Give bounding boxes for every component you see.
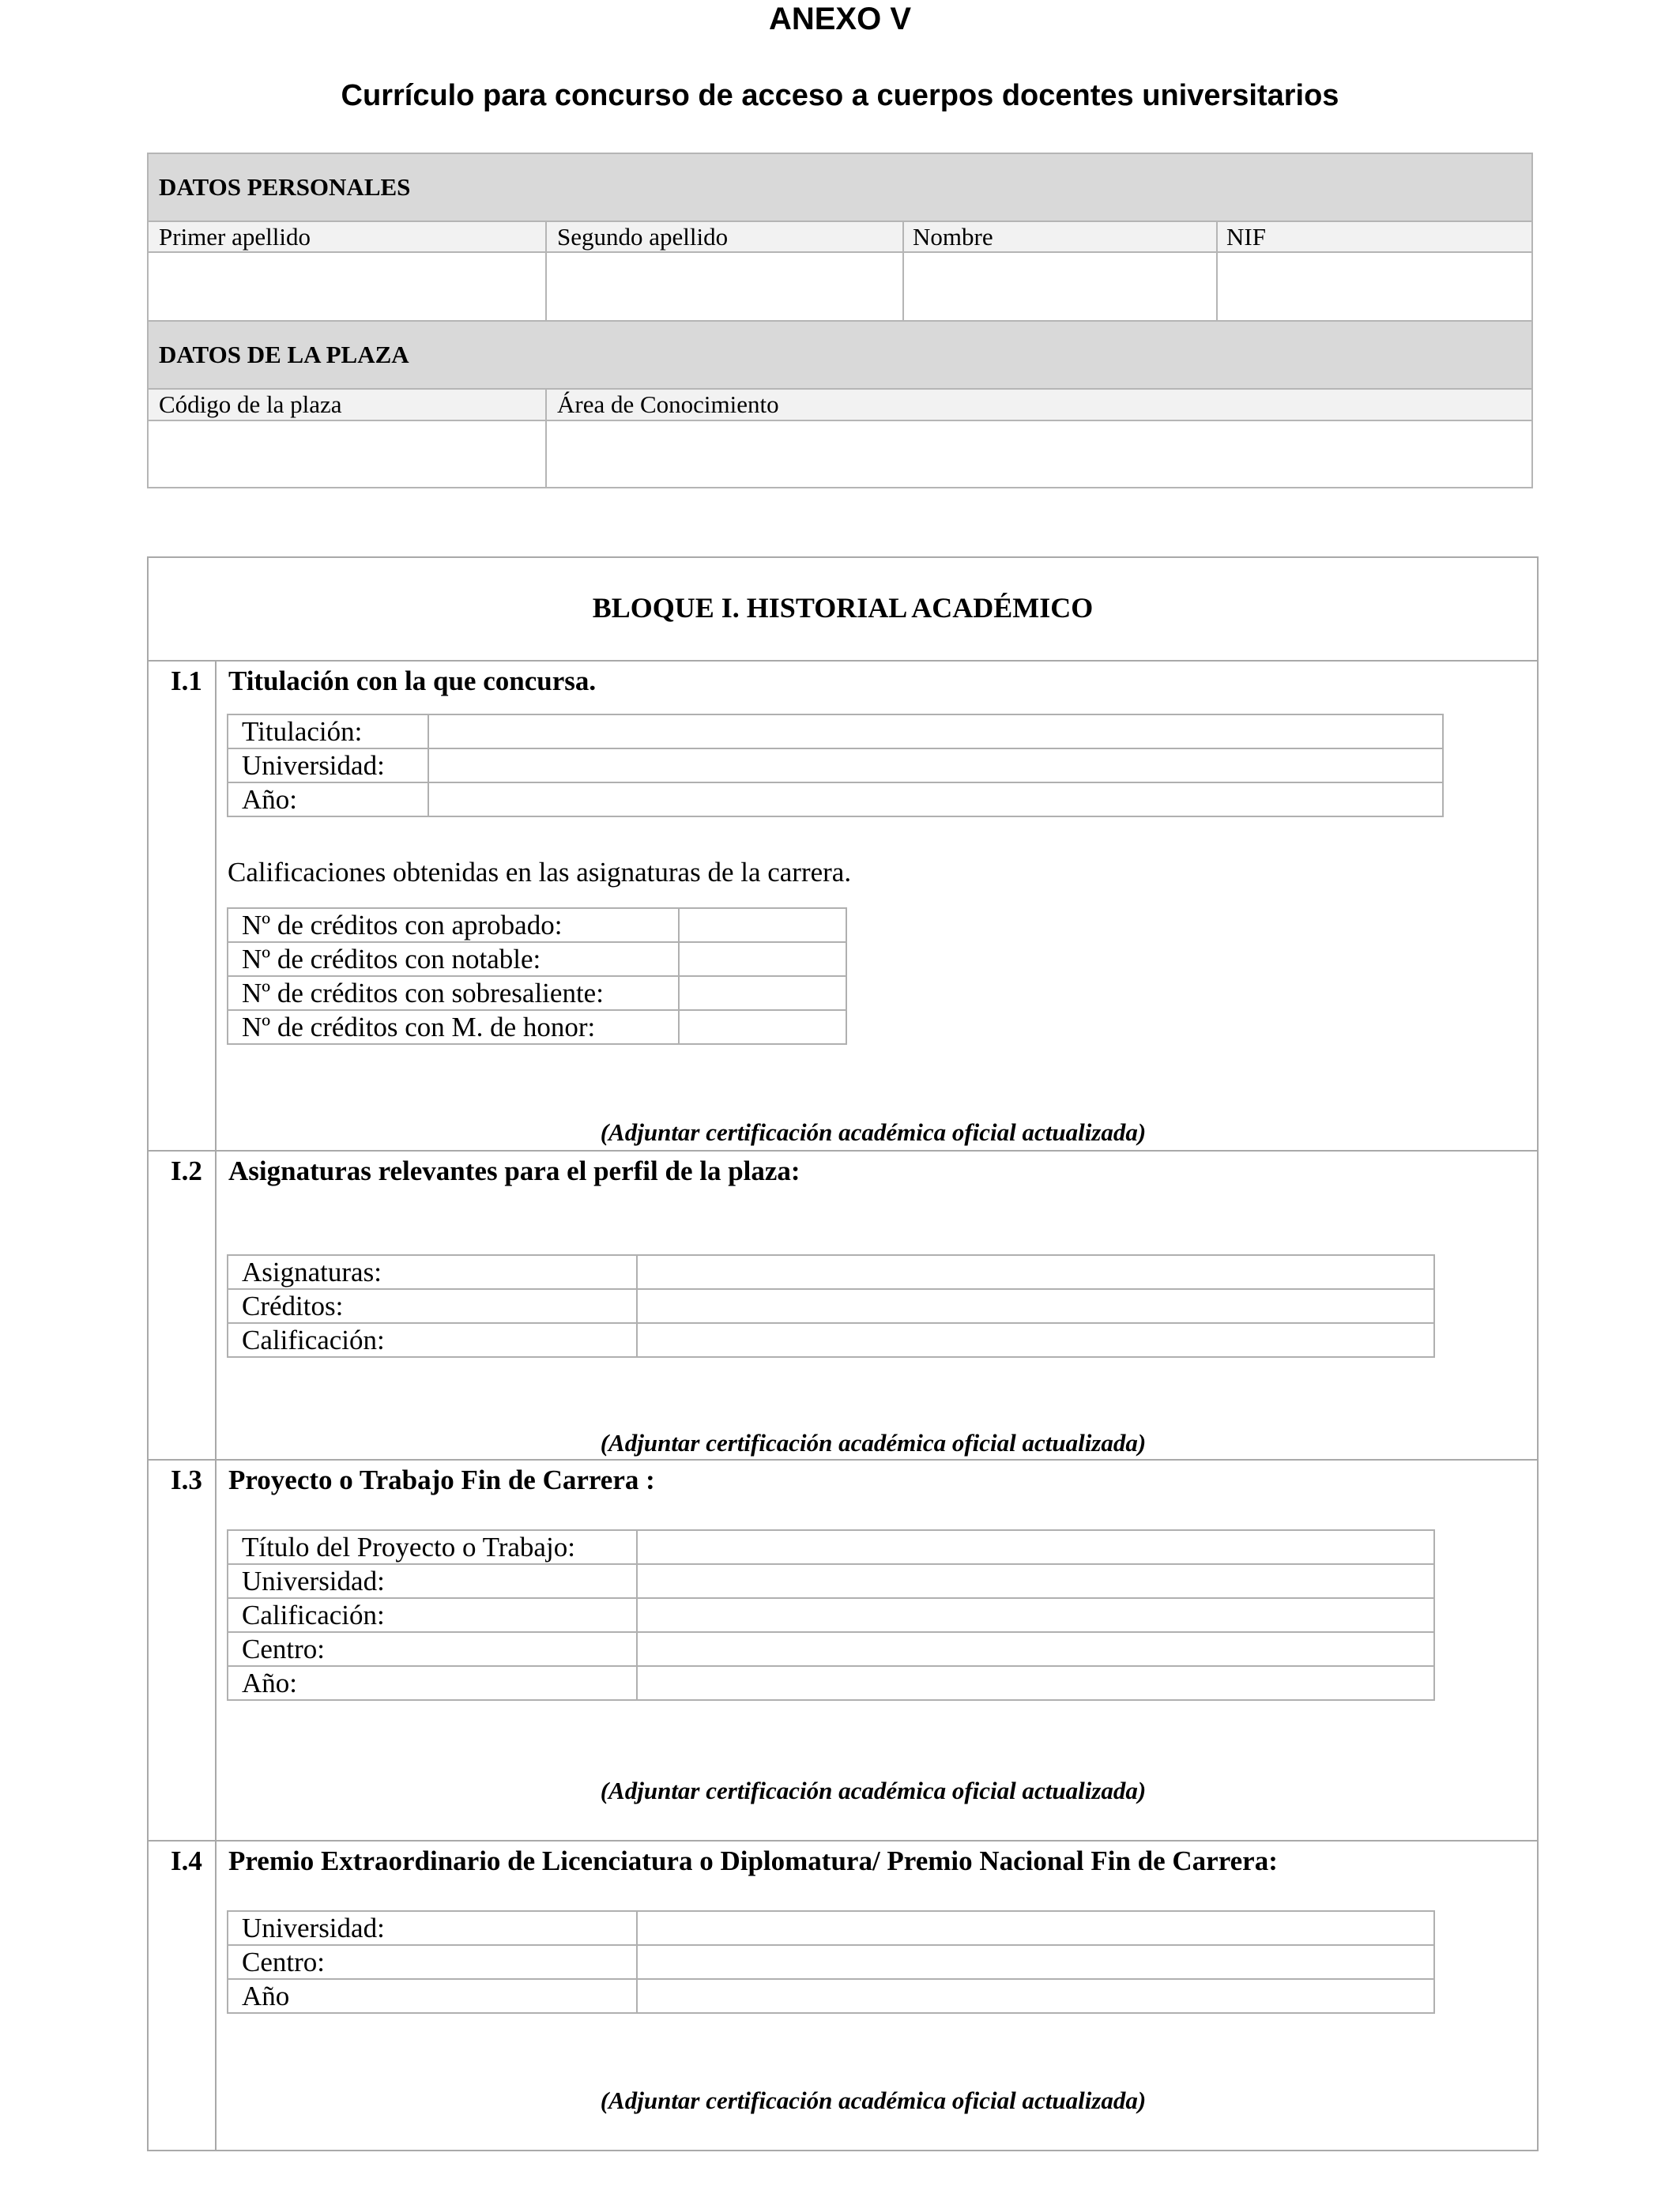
input-codigo-plaza[interactable]	[149, 421, 545, 487]
field-input[interactable]	[428, 782, 1443, 816]
field-input[interactable]	[637, 1945, 1434, 1979]
label-codigo-plaza: Código de la plaza	[159, 390, 342, 418]
field-label: Titulación:	[228, 714, 428, 748]
field-label: Calificación:	[228, 1323, 637, 1357]
field-input[interactable]	[679, 942, 846, 976]
field-input[interactable]	[428, 714, 1443, 748]
titulacion-table	[227, 714, 1444, 817]
table-row	[228, 1911, 1434, 1945]
label-primer-apellido: Primer apellido	[159, 222, 311, 251]
input-nif[interactable]	[1218, 253, 1531, 320]
label-nif: NIF	[1226, 222, 1266, 251]
field-label: Asignaturas:	[228, 1255, 637, 1289]
plaza-header	[149, 320, 1531, 390]
field-label: Año	[228, 1979, 637, 2013]
section-title: Proyecto o Trabajo Fin de Carrera :	[228, 1465, 655, 1495]
grades-intro: Calificaciones obtenidas en las asignaturas de la carrera.	[228, 857, 852, 888]
input-area-conocimiento[interactable]	[547, 421, 1531, 487]
field-label: Créditos:	[228, 1289, 637, 1323]
table-row	[228, 1323, 1434, 1357]
label-nombre: Nombre	[913, 222, 993, 251]
section-title: Titulación con la que concursa.	[228, 665, 597, 696]
field-input[interactable]	[637, 1979, 1434, 2013]
asignaturas-table	[227, 1254, 1435, 1358]
input-segundo-apellido[interactable]	[547, 253, 902, 320]
field-label: Nº de créditos con notable:	[228, 942, 679, 976]
field-input[interactable]	[679, 908, 846, 942]
attachment-note: (Adjuntar certificación académica oficial actualizada)	[600, 1429, 1147, 1457]
divider	[149, 660, 1537, 662]
input-primer-apellido[interactable]	[149, 253, 545, 320]
table-row	[228, 1289, 1434, 1323]
table-row	[228, 1632, 1434, 1666]
table-row	[228, 748, 1443, 782]
field-label: Título del Proyecto o Trabajo:	[228, 1530, 637, 1564]
table-row	[228, 942, 846, 976]
table-row	[228, 1598, 1434, 1632]
field-input[interactable]	[679, 976, 846, 1010]
grades-table	[227, 907, 847, 1045]
table-row	[228, 1530, 1434, 1564]
table-row	[228, 1945, 1434, 1979]
field-input[interactable]	[679, 1010, 846, 1044]
field-input[interactable]	[637, 1289, 1434, 1323]
bloque-title: BLOQUE I. HISTORIAL ACADÉMICO	[592, 592, 1094, 624]
personal-data-title: DATOS PERSONALES	[159, 173, 411, 201]
table-row	[228, 1564, 1434, 1598]
section-title: Asignaturas relevantes para el perfil de la plaza:	[228, 1155, 800, 1186]
premio-table	[227, 1910, 1435, 2014]
divider	[149, 1150, 1537, 1152]
table-row	[228, 714, 1443, 748]
field-input[interactable]	[637, 1598, 1434, 1632]
field-input[interactable]	[637, 1632, 1434, 1666]
table-row	[228, 1255, 1434, 1289]
field-label: Nº de créditos con sobresaliente:	[228, 976, 679, 1010]
table-row	[228, 976, 846, 1010]
field-label: Año:	[228, 1666, 637, 1700]
proyecto-table	[227, 1529, 1435, 1701]
section-number: I.3	[171, 1465, 202, 1495]
personal-data-labels	[149, 222, 1531, 253]
attachment-note: (Adjuntar certificación académica oficial actualizada)	[600, 2087, 1147, 2114]
section-number: I.4	[171, 1845, 202, 1876]
field-label: Universidad:	[228, 748, 428, 782]
input-nombre[interactable]	[904, 253, 1216, 320]
field-label: Centro:	[228, 1632, 637, 1666]
form-subtitle: Currículo para concurso de acceso a cuerpos docentes universitarios	[341, 79, 1339, 112]
plaza-title: DATOS DE LA PLAZA	[159, 341, 409, 368]
table-row	[228, 908, 846, 942]
section-title: Premio Extraordinario de Licenciatura o Diplomatura/ Premio Nacional Fin de Carrera:	[228, 1845, 1278, 1876]
field-label: Universidad:	[228, 1564, 637, 1598]
attachment-note: (Adjuntar certificación académica oficial actualizada)	[600, 1777, 1147, 1804]
table-row	[228, 1666, 1434, 1700]
field-input[interactable]	[637, 1911, 1434, 1945]
field-label: Nº de créditos con M. de honor:	[228, 1010, 679, 1044]
attachment-note: (Adjuntar certificación académica oficial actualizada)	[600, 1118, 1147, 1146]
field-input[interactable]	[637, 1323, 1434, 1357]
label-segundo-apellido: Segundo apellido	[557, 222, 729, 251]
number-column-divider	[215, 660, 217, 2150]
section-number: I.2	[171, 1155, 202, 1186]
divider	[149, 1840, 1537, 1842]
section-number: I.1	[171, 665, 202, 696]
field-label: Nº de créditos con aprobado:	[228, 908, 679, 942]
table-row	[228, 782, 1443, 816]
field-input[interactable]	[637, 1255, 1434, 1289]
personal-data-table	[147, 153, 1533, 488]
field-label: Centro:	[228, 1945, 637, 1979]
label-area-conocimiento: Área de Conocimiento	[557, 390, 779, 418]
table-row	[228, 1979, 1434, 2013]
field-label: Calificación:	[228, 1598, 637, 1632]
field-input[interactable]	[637, 1666, 1434, 1700]
plaza-labels	[149, 390, 1531, 421]
field-input[interactable]	[637, 1530, 1434, 1564]
divider	[149, 1459, 1537, 1461]
field-input[interactable]	[637, 1564, 1434, 1598]
field-label: Año:	[228, 782, 428, 816]
personal-data-header	[149, 154, 1531, 222]
field-label: Universidad:	[228, 1911, 637, 1945]
field-input[interactable]	[428, 748, 1443, 782]
table-row	[228, 1010, 846, 1044]
annex-title: ANEXO V	[768, 2, 912, 36]
